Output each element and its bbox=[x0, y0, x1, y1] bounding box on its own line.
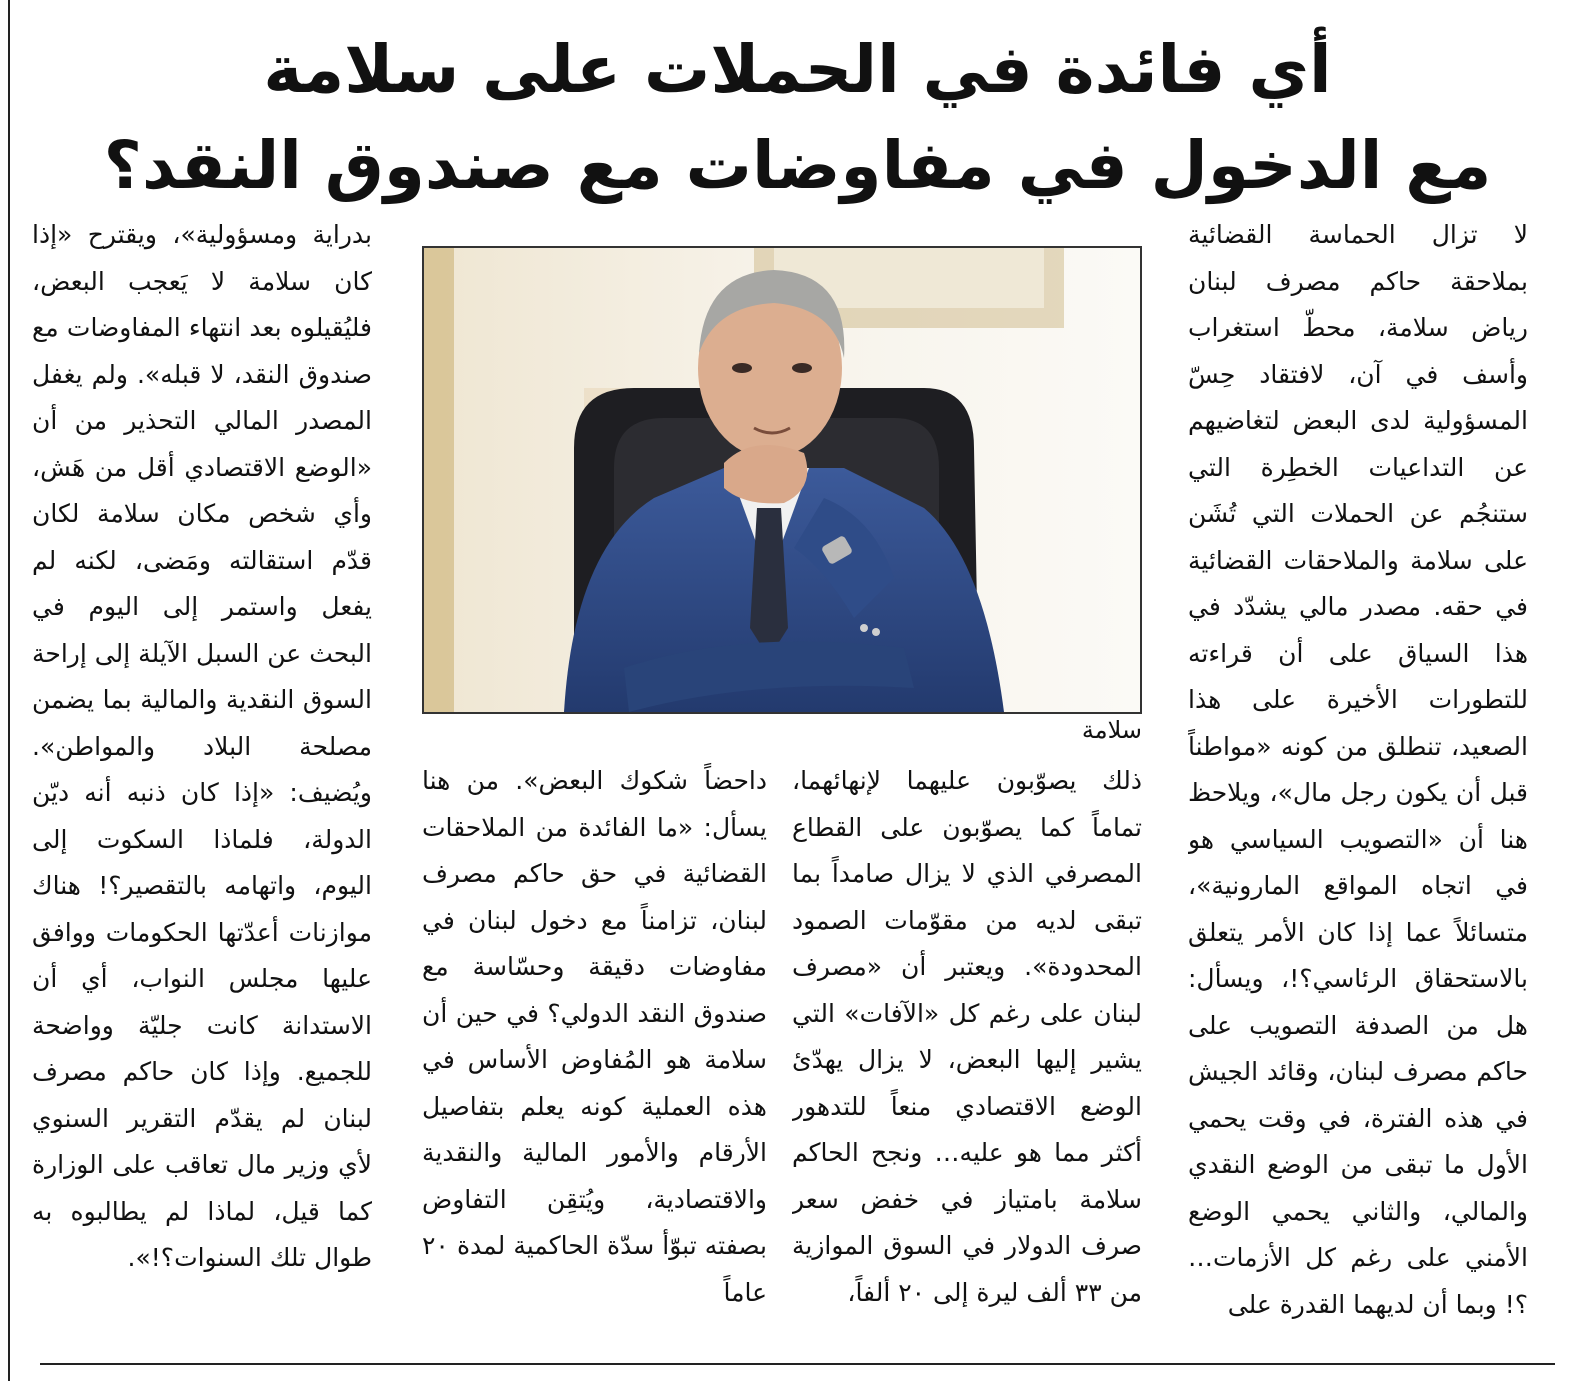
headline-line-2: مع الدخول في مفاوضات مع صندوق النقد؟ bbox=[103, 127, 1492, 204]
article-column-left: بدراية ومسؤولية»، ويقترح «إذا كان سلامة لا يَعجب البعض، فليُقيلوه بعد انتهاء المفاوضات مع صندوق النقد، لا قبله». ولم يغفل المصدر المالي التحذير من أن «الوضع الاقتصادي أقل من هَش، وأي شخص مكان سلامة لكان قدّم استقالته ومَضى، لكنه لم يفعل واستمر إلى اليوم في البحث عن السبل الآيلة إلى إراحة السوق النقدية والمالية بما يضمن مصلحة البلاد والمواطن». ويُضيف: «إذا كان ذنبه أنه ديّن الدولة، فلماذا السكوت إلى اليوم، واتهامه بالتقصير؟! هناك موازنات أعدّتها الحكومات ووافق عليها مجلس النواب، أي أن الاستدانة كانت جليّة وواضحة للجميع. وإذا كان حاكم مصرف لبنان لم يقدّم التقرير السنوي لأي وزير مال تعاقب على الوزارة كما قيل، لماذا لم يطالبوه به طوال تلك السنوات؟!». bbox=[32, 220, 372, 1272]
photo-caption: سلامة bbox=[1081, 716, 1142, 744]
headline bbox=[60, 22, 1535, 214]
article-column-right: لا تزال الحماسة القضائية بملاحقة حاكم مصرف لبنان رياض سلامة، محطّ استغراب وأسف في آن، لافتقاد حِسّ المسؤولية لدى البعض لتغاضيهم عن التداعيات الخطِرة التي ستنجُم عن الحملات التي تُشَن على سلامة والملاحقات القضائية في حقه. مصدر مالي يشدّد في هذا السياق على أن قراءته للتطورات الأخيرة على هذا الصعيد، تنطلق من كونه «مواطناً قبل أن يكون رجل مال»، ويلاحظ هنا أن «التصويب السياسي هو في اتجاه المواقع المارونية»، متسائلاً عما إذا كان الأمر يتعلق بالاستحقاق الرئاسي؟!، ويسأل: هل من الصدفة التصويب على حاكم مصرف لبنان، وقائد الجيش في هذه الفترة، في وقت يحمي الأول ما تبقى من الوضع النقدي والمالي، والثاني يحمي الوضع الأمني على رغم كل الأزمات… ؟! وبما أن لديهما القدرة على bbox=[1188, 220, 1528, 1319]
left-column-rule bbox=[8, 0, 10, 1381]
bottom-rule bbox=[40, 1363, 1555, 1365]
article-column-mid-right: ذلك يصوّبون عليهما لإنهائهما، تماماً كما يصوّبون على القطاع المصرفي الذي لا يزال صامداً بما تبقى لديه من مقوّمات الصمود المحدودة». ويعتبر أن «مصرف لبنان على رغم كل «الآفات» التي يشير إليها البعض، لا يزال يهدّئ الوضع الاقتصادي منعاً للتدهور أكثر مما هو عليه… ونجح الحاكم سلامة بامتياز في خفض سعر صرف الدولار في السوق الموازية من ٣٣ ألف ليرة إلى ٢٠ ألفاً، bbox=[792, 766, 1142, 1307]
headline-line-1: أي فائدة في الحملات على سلامة bbox=[263, 31, 1332, 108]
article-photo bbox=[422, 246, 1142, 714]
article-column-mid-left: داحضاً شكوك البعض». من هنا يسأل: «ما الفائدة من الملاحقات القضائية في حق حاكم مصرف لبنان، تزامناً مع دخول لبنان في مفاوضات دقيقة وحسّاسة مع صندوق النقد الدولي؟ في حين أن سلامة هو المُفاوض الأساس في هذه العملية كونه يعلم بتفاصيل الأرقام والأمور المالية والنقدية والاقتصادية، ويُتقِن التفاوض بصفته تبوّأ سدّة الحاكمية لمدة ٢٠ عاماً bbox=[422, 766, 767, 1307]
portrait-image bbox=[424, 248, 1140, 712]
